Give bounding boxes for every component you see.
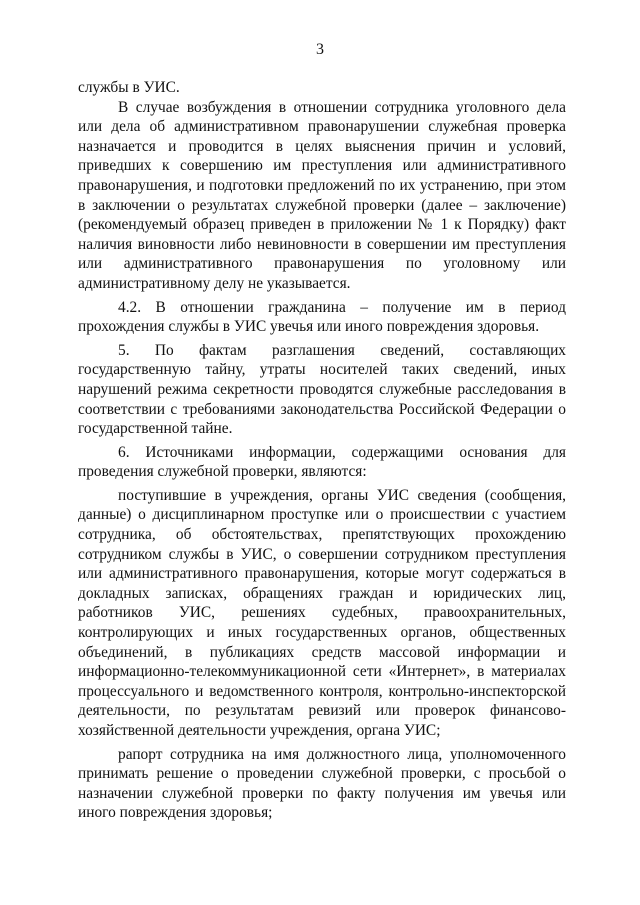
document-body	[78, 78, 566, 823]
page-number: 3	[316, 41, 324, 58]
paragraph-criminal-case: В случае возбуждения в отношении сотрудника уголовного дела или дела об административном правонарушении служебная проверка назначается и проводится в целях выяснения причин и условий, приведших к совершению им преступления или административного правонарушения, и подготовки предложений по их устранению, при этом в заключении о результатах служебной проверки (далее – заключение) (рекомендуемый образец приведен в приложении № 1 к Порядку) факт наличия виновности либо невиновности в совершении им преступления или административного правонарушения по уголовному или административному делу не указывается.	[78, 98, 566, 292]
paragraph-continuation: службы в УИС.	[78, 79, 180, 96]
paragraph-6: 6. Источниками информации, содержащими основания для проведения служебной проверки, являются:	[78, 443, 566, 481]
paragraph-sources: поступившие в учреждения, органы УИС сведения (сообщения, данные) о дисциплинарном проступке или о происшествии с участием сотрудника, об обстоятельствах, препятствующих прохождению сотрудником службы в УИС, о совершении сотрудником преступления или административного правонарушения, которые могут содержаться в докладных записках, обращениях граждан и юридических лиц, работников УИС, решениях судебных, правоохранительных, контролирующих и иных государственных органов, общественных объединений, в публикациях средств массовой информации и информационно-телекоммуникационной сети «Интернет», в материалах процессуального и ведомственного контроля, контрольно-инспекторской деятельности, по результатам ревизий или проверок финансово-хозяйственной деятельности учреждения, органа УИС;	[78, 486, 566, 739]
paragraph-5: 5. По фактам разглашения сведений, составляющих государственную тайну, утраты носителей таких сведений, иных нарушений режима секретности проводятся служебные расследования в соответствии с требованиями законодательства Российской Федерации о государственной тайне.	[78, 341, 566, 438]
paragraph-4-2: 4.2. В отношении гражданина – получение им в период прохождения службы в УИС увечья или иного повреждения здоровья.	[78, 298, 566, 336]
paragraph-report: рапорт сотрудника на имя должностного лица, уполномоченного принимать решение о проведении служебной проверки, с просьбой о назначении служебной проверки по факту получения им увечья или иного повреждения здоровья;	[78, 745, 566, 822]
